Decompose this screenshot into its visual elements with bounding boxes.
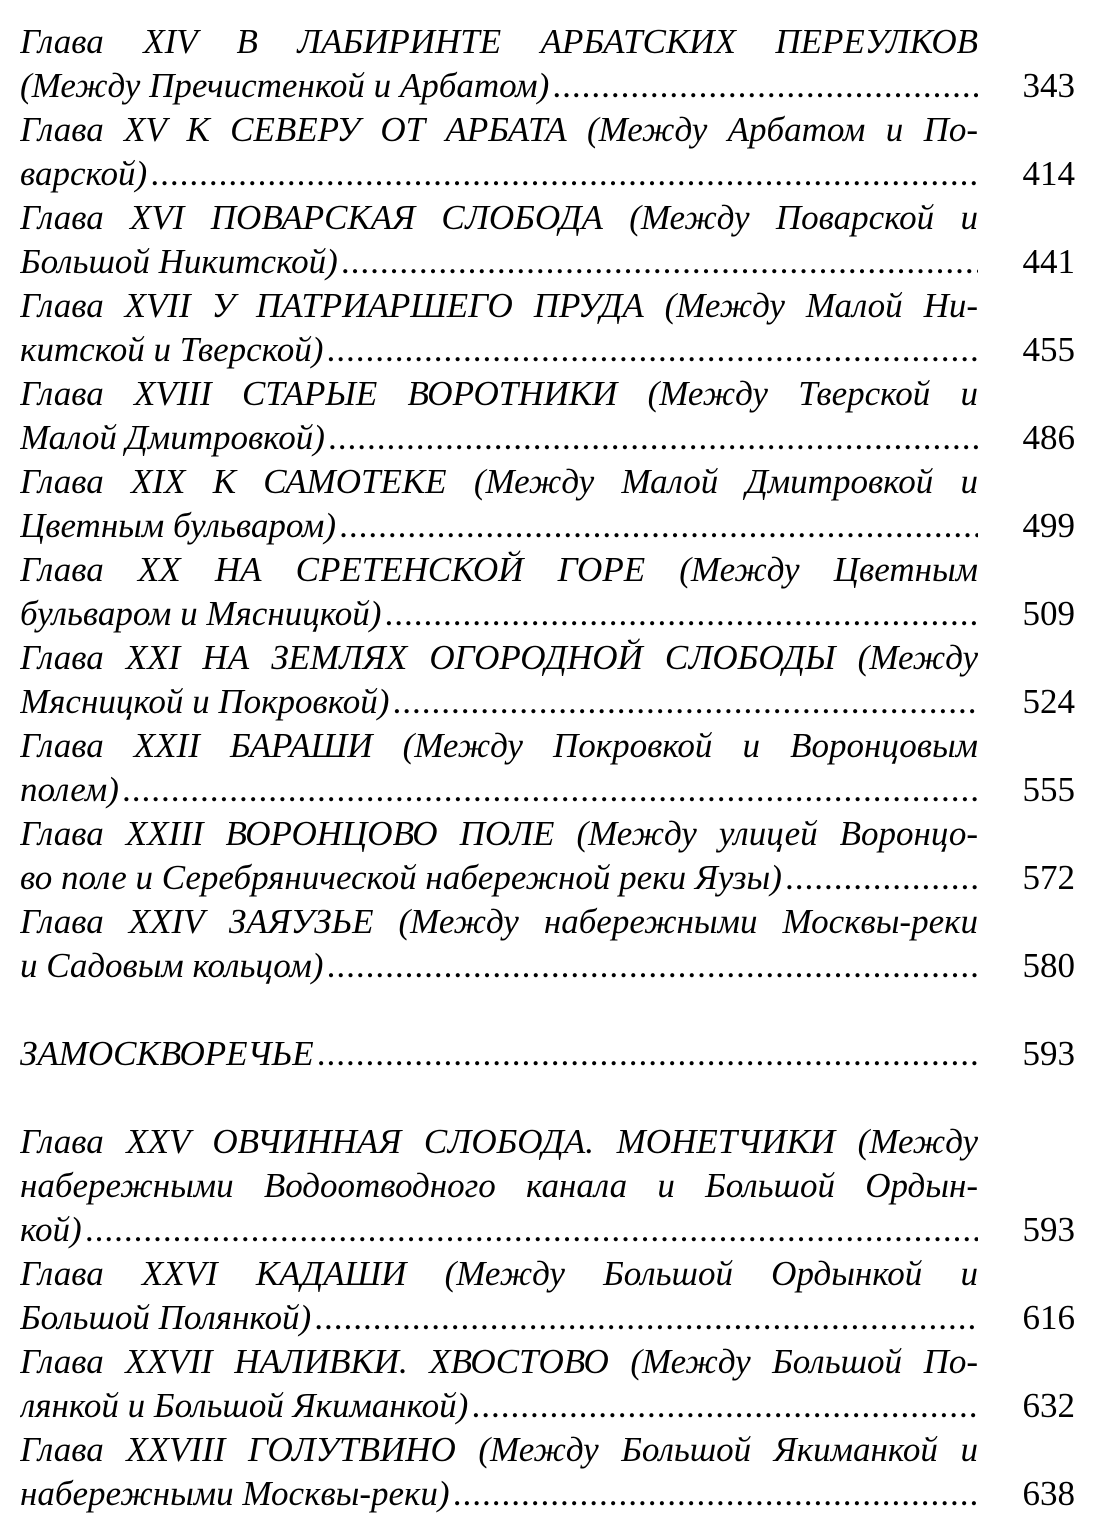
entry-title-line: Цветным бульваром) bbox=[20, 506, 337, 545]
toc-entry bbox=[20, 20, 1075, 108]
entry-title-line: Глава XXVII НАЛИВКИ. ХВОСТОВО (Между Большой По- bbox=[20, 1342, 978, 1381]
page-number: 616 bbox=[1022, 1298, 1075, 1337]
entry-title-line: кой) bbox=[20, 1210, 82, 1249]
entry-title-line: Глава XVII У ПАТРИАРШЕГО ПРУДА (Между Малой Ни- bbox=[20, 286, 978, 325]
page-number: 524 bbox=[1022, 682, 1075, 721]
entry-title-line: Глава XIV В ЛАБИРИНТЕ АРБАТСКИХ ПЕРЕУЛКОВ bbox=[20, 22, 978, 61]
dot-leader bbox=[327, 328, 978, 372]
entry-title-line: варской) bbox=[20, 154, 148, 193]
entry-title-line: Глава XV К СЕВЕРУ ОТ АРБАТА (Между Арбатом и По- bbox=[20, 110, 978, 149]
page-number: 455 bbox=[1022, 330, 1075, 369]
entry-title-line: Глава XVIII СТАРЫЕ ВОРОТНИКИ (Между Тверской и bbox=[20, 374, 978, 413]
dot-leader bbox=[318, 1032, 978, 1076]
entry-title-line: Глава XXIV ЗАЯУЗЬЕ (Между набережными Москвы-реки bbox=[20, 902, 978, 941]
dot-leader bbox=[393, 680, 978, 724]
entry-title-line: Глава XXVIII ГОЛУТВИНО (Между Большой Якиманкой и bbox=[20, 1430, 978, 1469]
entry-title-line: Глава XXIII ВОРОНЦОВО ПОЛЕ (Между улицей Воронцо- bbox=[20, 814, 978, 853]
toc-entry bbox=[20, 900, 1075, 988]
toc-entry bbox=[20, 1252, 1075, 1340]
entry-title-line: (Между Пречистенкой и Арбатом) bbox=[20, 66, 550, 105]
toc-entry bbox=[20, 108, 1075, 196]
page-number: 555 bbox=[1022, 770, 1075, 809]
section-title: ЗАМОСКВОРЕЧЬЕ bbox=[20, 1034, 314, 1073]
dot-leader bbox=[123, 768, 978, 812]
entry-title-line: и Садовым кольцом) bbox=[20, 946, 324, 985]
entry-title-line: Большой Никитской) bbox=[20, 242, 338, 281]
dot-leader bbox=[86, 1208, 978, 1252]
page-number: 638 bbox=[1022, 1474, 1075, 1513]
page-number: 486 bbox=[1022, 418, 1075, 457]
entry-title-line: Большой Полянкой) bbox=[20, 1298, 312, 1337]
page-number: 499 bbox=[1022, 506, 1075, 545]
entry-title-line: Глава XXV ОВЧИННАЯ СЛОБОДА. МОНЕТЧИКИ (Между bbox=[20, 1122, 978, 1161]
entry-title-line: Глава XXVI КАДАШИ (Между Большой Ордынкой и bbox=[20, 1254, 978, 1293]
toc-entry bbox=[20, 812, 1075, 900]
toc-entry bbox=[20, 548, 1075, 636]
page-number: 593 bbox=[1022, 1034, 1075, 1073]
toc-entry bbox=[20, 372, 1075, 460]
page-number: 441 bbox=[1022, 242, 1075, 281]
entry-title-line: Глава XXII БАРАШИ (Между Покровкой и Воронцовым bbox=[20, 726, 978, 765]
toc-entry bbox=[20, 284, 1075, 372]
entry-title-line: бульваром и Мясницкой) bbox=[20, 594, 382, 633]
toc-entry bbox=[20, 1120, 1075, 1252]
dot-leader bbox=[454, 1472, 978, 1516]
entry-title-line: Малой Дмитровкой) bbox=[20, 418, 325, 457]
page-number: 572 bbox=[1022, 858, 1075, 897]
entry-title-line: во поле и Серебрянической набережной реки Яузы) bbox=[20, 858, 782, 897]
toc-entry bbox=[20, 196, 1075, 284]
dot-leader bbox=[327, 944, 978, 988]
entry-title-line: Глава XIX К САМОТЕКЕ (Между Малой Дмитровкой и bbox=[20, 462, 978, 501]
toc-entry bbox=[20, 460, 1075, 548]
dot-leader bbox=[472, 1384, 978, 1428]
toc-entry bbox=[20, 636, 1075, 724]
entry-title-line: китской и Тверской) bbox=[20, 330, 324, 369]
entry-title-line: Глава XXI НА ЗЕМЛЯХ ОГОРОДНОЙ СЛОБОДЫ (Между bbox=[20, 638, 978, 677]
entry-title-line: набережными Водоотводного канала и Большой Ордын- bbox=[20, 1166, 978, 1205]
dot-leader bbox=[553, 64, 978, 108]
page-number: 580 bbox=[1022, 946, 1075, 985]
toc-entry bbox=[20, 1340, 1075, 1428]
toc-entry bbox=[20, 1428, 1075, 1516]
entry-title-line: набережными Москвы-реки) bbox=[20, 1474, 450, 1513]
page-number: 632 bbox=[1022, 1386, 1075, 1425]
dot-leader bbox=[151, 152, 978, 196]
entry-title-line: Глава XVI ПОВАРСКАЯ СЛОБОДА (Между Поварской и bbox=[20, 198, 978, 237]
spacer bbox=[20, 988, 1095, 1032]
dot-leader bbox=[786, 856, 978, 900]
entry-title-line: Глава XX НА СРЕТЕНСКОЙ ГОРЕ (Между Цветным bbox=[20, 550, 978, 589]
entry-title-line: полем) bbox=[20, 770, 119, 809]
page-number: 414 bbox=[1022, 154, 1075, 193]
page-number: 509 bbox=[1022, 594, 1075, 633]
page-number: 343 bbox=[1022, 66, 1075, 105]
entry-title-line: лянкой и Большой Якиманкой) bbox=[20, 1386, 469, 1425]
entry-title-line: Мясницкой и Покровкой) bbox=[20, 682, 390, 721]
dot-leader bbox=[385, 592, 978, 636]
toc-entry bbox=[20, 724, 1075, 812]
toc-section bbox=[20, 1032, 1075, 1076]
dot-leader bbox=[342, 240, 978, 284]
dot-leader bbox=[340, 504, 978, 548]
dot-leader bbox=[329, 416, 978, 460]
dot-leader bbox=[315, 1296, 978, 1340]
spacer bbox=[20, 1076, 1095, 1120]
page-number: 593 bbox=[1022, 1210, 1075, 1249]
